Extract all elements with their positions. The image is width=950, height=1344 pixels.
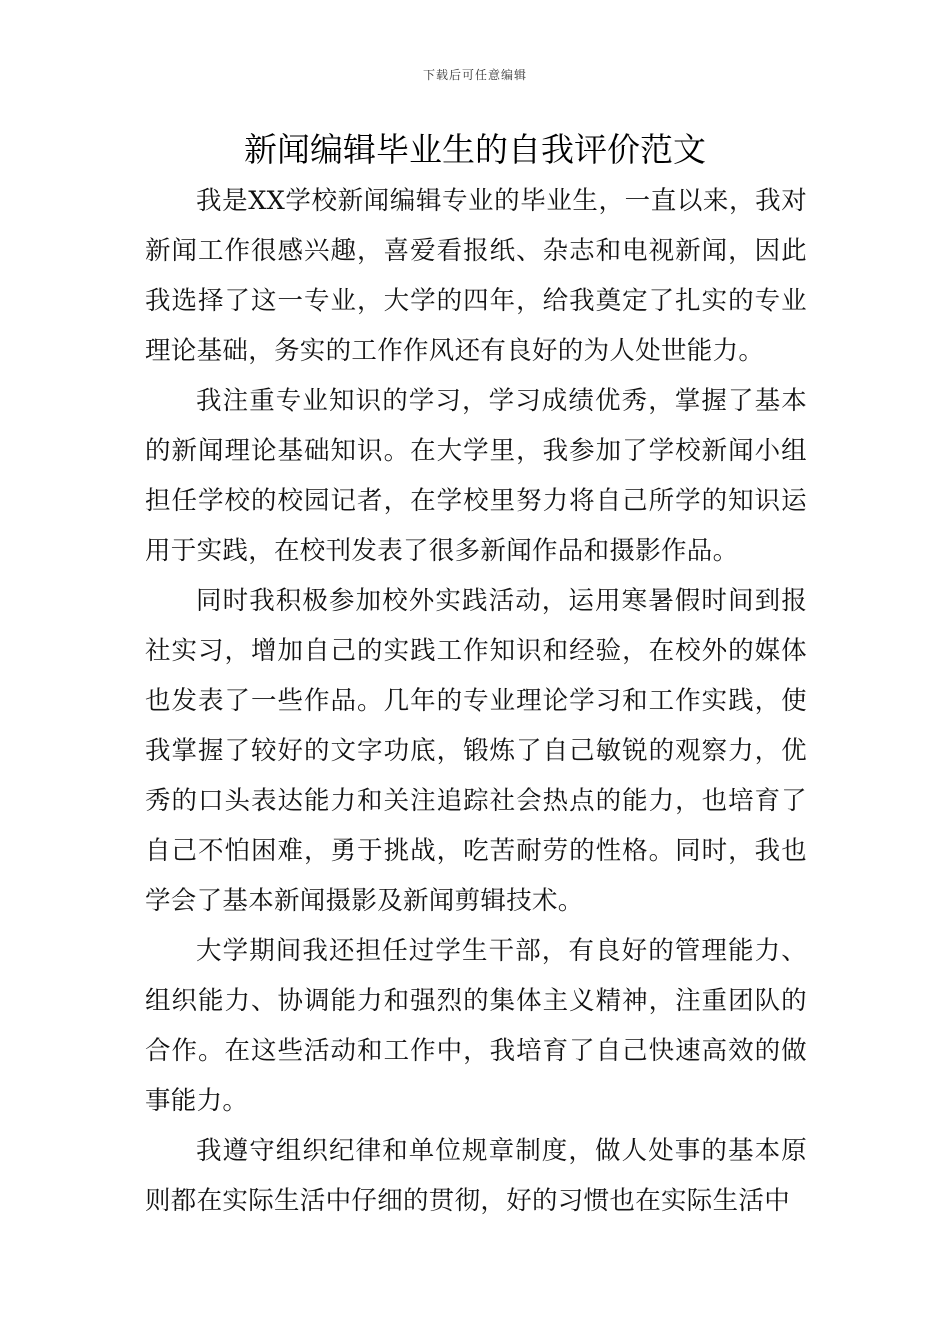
paragraph-3: 同时我积极参加校外实践活动，运用寒暑假时间到报社实习，增加自己的实践工作知识和经验，在校外的媒体也发表了一些作品。几年的专业理论学习和工作实践，使我掌握了较好的文字功底，锻炼了自己敏锐的观察力，优秀的口头表达能力和关注追踪社会热点的能力，也培育了自己不怕困难，勇于挑战，吃苦耐劳的性格。同时，我也学会了基本新闻摄影及新闻剪辑技术。 [145,586,807,916]
paragraph-4: 大学期间我还担任过学生干部，有良好的管理能力、组织能力、协调能力和强烈的集体主义精神，注重团队的合作。在这些活动和工作中，我培育了自己快速高效的做事能力。 [145,936,807,1116]
document-body [145,176,807,1226]
paragraph-2: 我注重专业知识的学习，学习成绩优秀，掌握了基本的新闻理论基础知识。在大学里，我参加了学校新闻小组担任学校的校园记者，在学校里努力将自己所学的知识运用于实践，在校刊发表了很多新闻作品和摄影作品。 [145,386,807,566]
paragraph-5: 我遵守组织纪律和单位规章制度，做人处事的基本原则都在实际生活中仔细的贯彻，好的习惯也在实际生活中 [145,1136,807,1216]
header-note: 下载后可任意编辑 [422,68,527,82]
document-title: 新闻编辑毕业生的自我评价范文 [244,130,706,169]
paragraph-1: 我是XX学校新闻编辑专业的毕业生，一直以来，我对新闻工作很感兴趣，喜爱看报纸、杂志和电视新闻，因此我选择了这一专业，大学的四年，给我奠定了扎实的专业理论基础，务实的工作作风还有良好的为人处世能力。 [145,186,807,366]
